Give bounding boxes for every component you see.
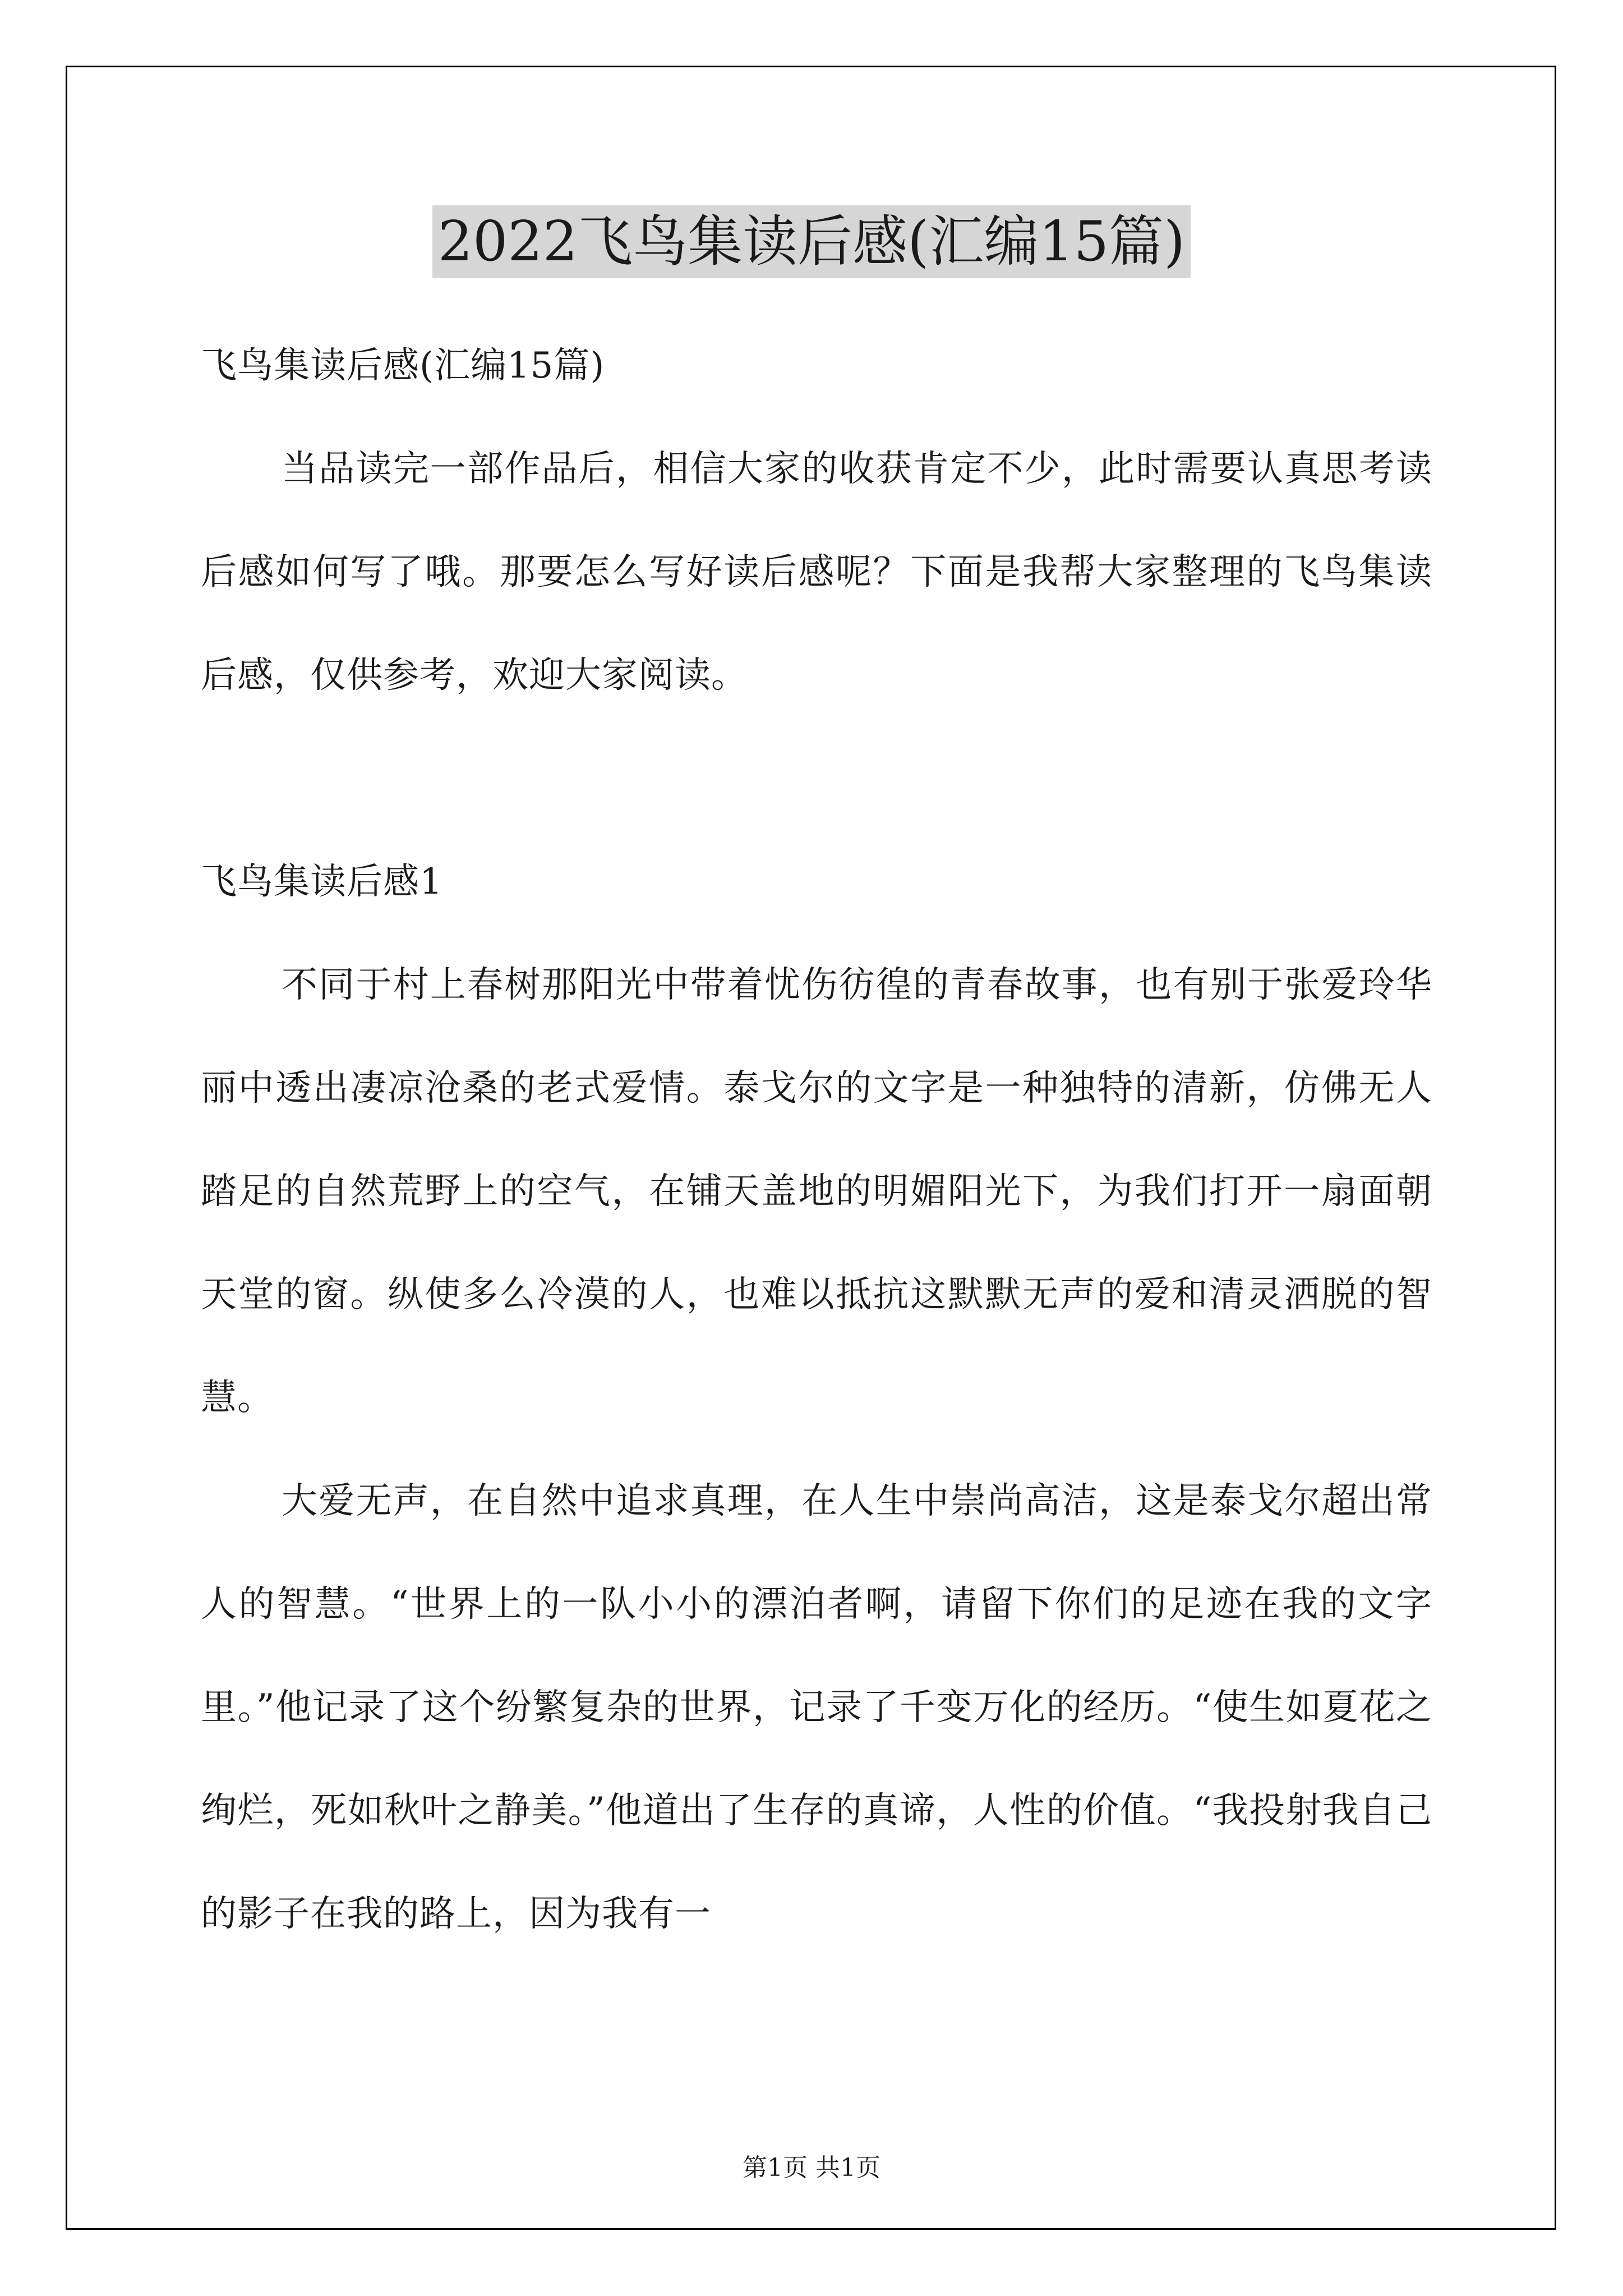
document-title-text: 2022飞鸟集读后感(汇编15篇): [432, 205, 1191, 278]
section-heading: 飞鸟集读后感1: [201, 861, 443, 903]
intro-paragraph: 当品读完一部作品后，相信大家的收获肯定不少，此时需要认真思考读后感如何写了哦。那要怎么写好读后感呢？下面是我帮大家整理的飞鸟集读后感，仅供参考，欢迎大家阅读。: [201, 448, 1432, 696]
body-paragraph: 不同于村上春树那阳光中带着忧伤彷徨的青春故事，也有别于张爱玲华丽中透出凄凉沧桑的老式爱情。泰戈尔的文字是一种独特的清新，仿佛无人踏足的自然荒野上的空气，在铺天盖地的明媚阳光下，为我们打开一扇面朝天堂的窗。纵使多么冷漠的人，也难以抵抗这默默无声的爱和清灵洒脱的智慧。: [201, 964, 1432, 1419]
page-footer: [0, 2151, 1623, 2185]
document-body: [201, 314, 1432, 1966]
blank-line: [201, 727, 1432, 830]
body-paragraph: 大爱无声，在自然中追求真理，在人生中崇尚高洁，这是泰戈尔超出常人的智慧。“世界上的一队小小的漂泊者啊，请留下你们的足迹在我的文字里。”他记录了这个纷繁复杂的世界，记录了千变万化的经历。“使生如夏花之绚烂，死如秋叶之静美。”他道出了生存的真谛，人性的价值。“我投射我自己的影子在我的路上，因为我有一: [201, 1480, 1432, 1935]
document-title: [0, 199, 1623, 283]
document-subtitle: 飞鸟集读后感(汇编15篇): [201, 345, 605, 386]
page-number-label: 第1页 共1页: [743, 2154, 880, 2182]
